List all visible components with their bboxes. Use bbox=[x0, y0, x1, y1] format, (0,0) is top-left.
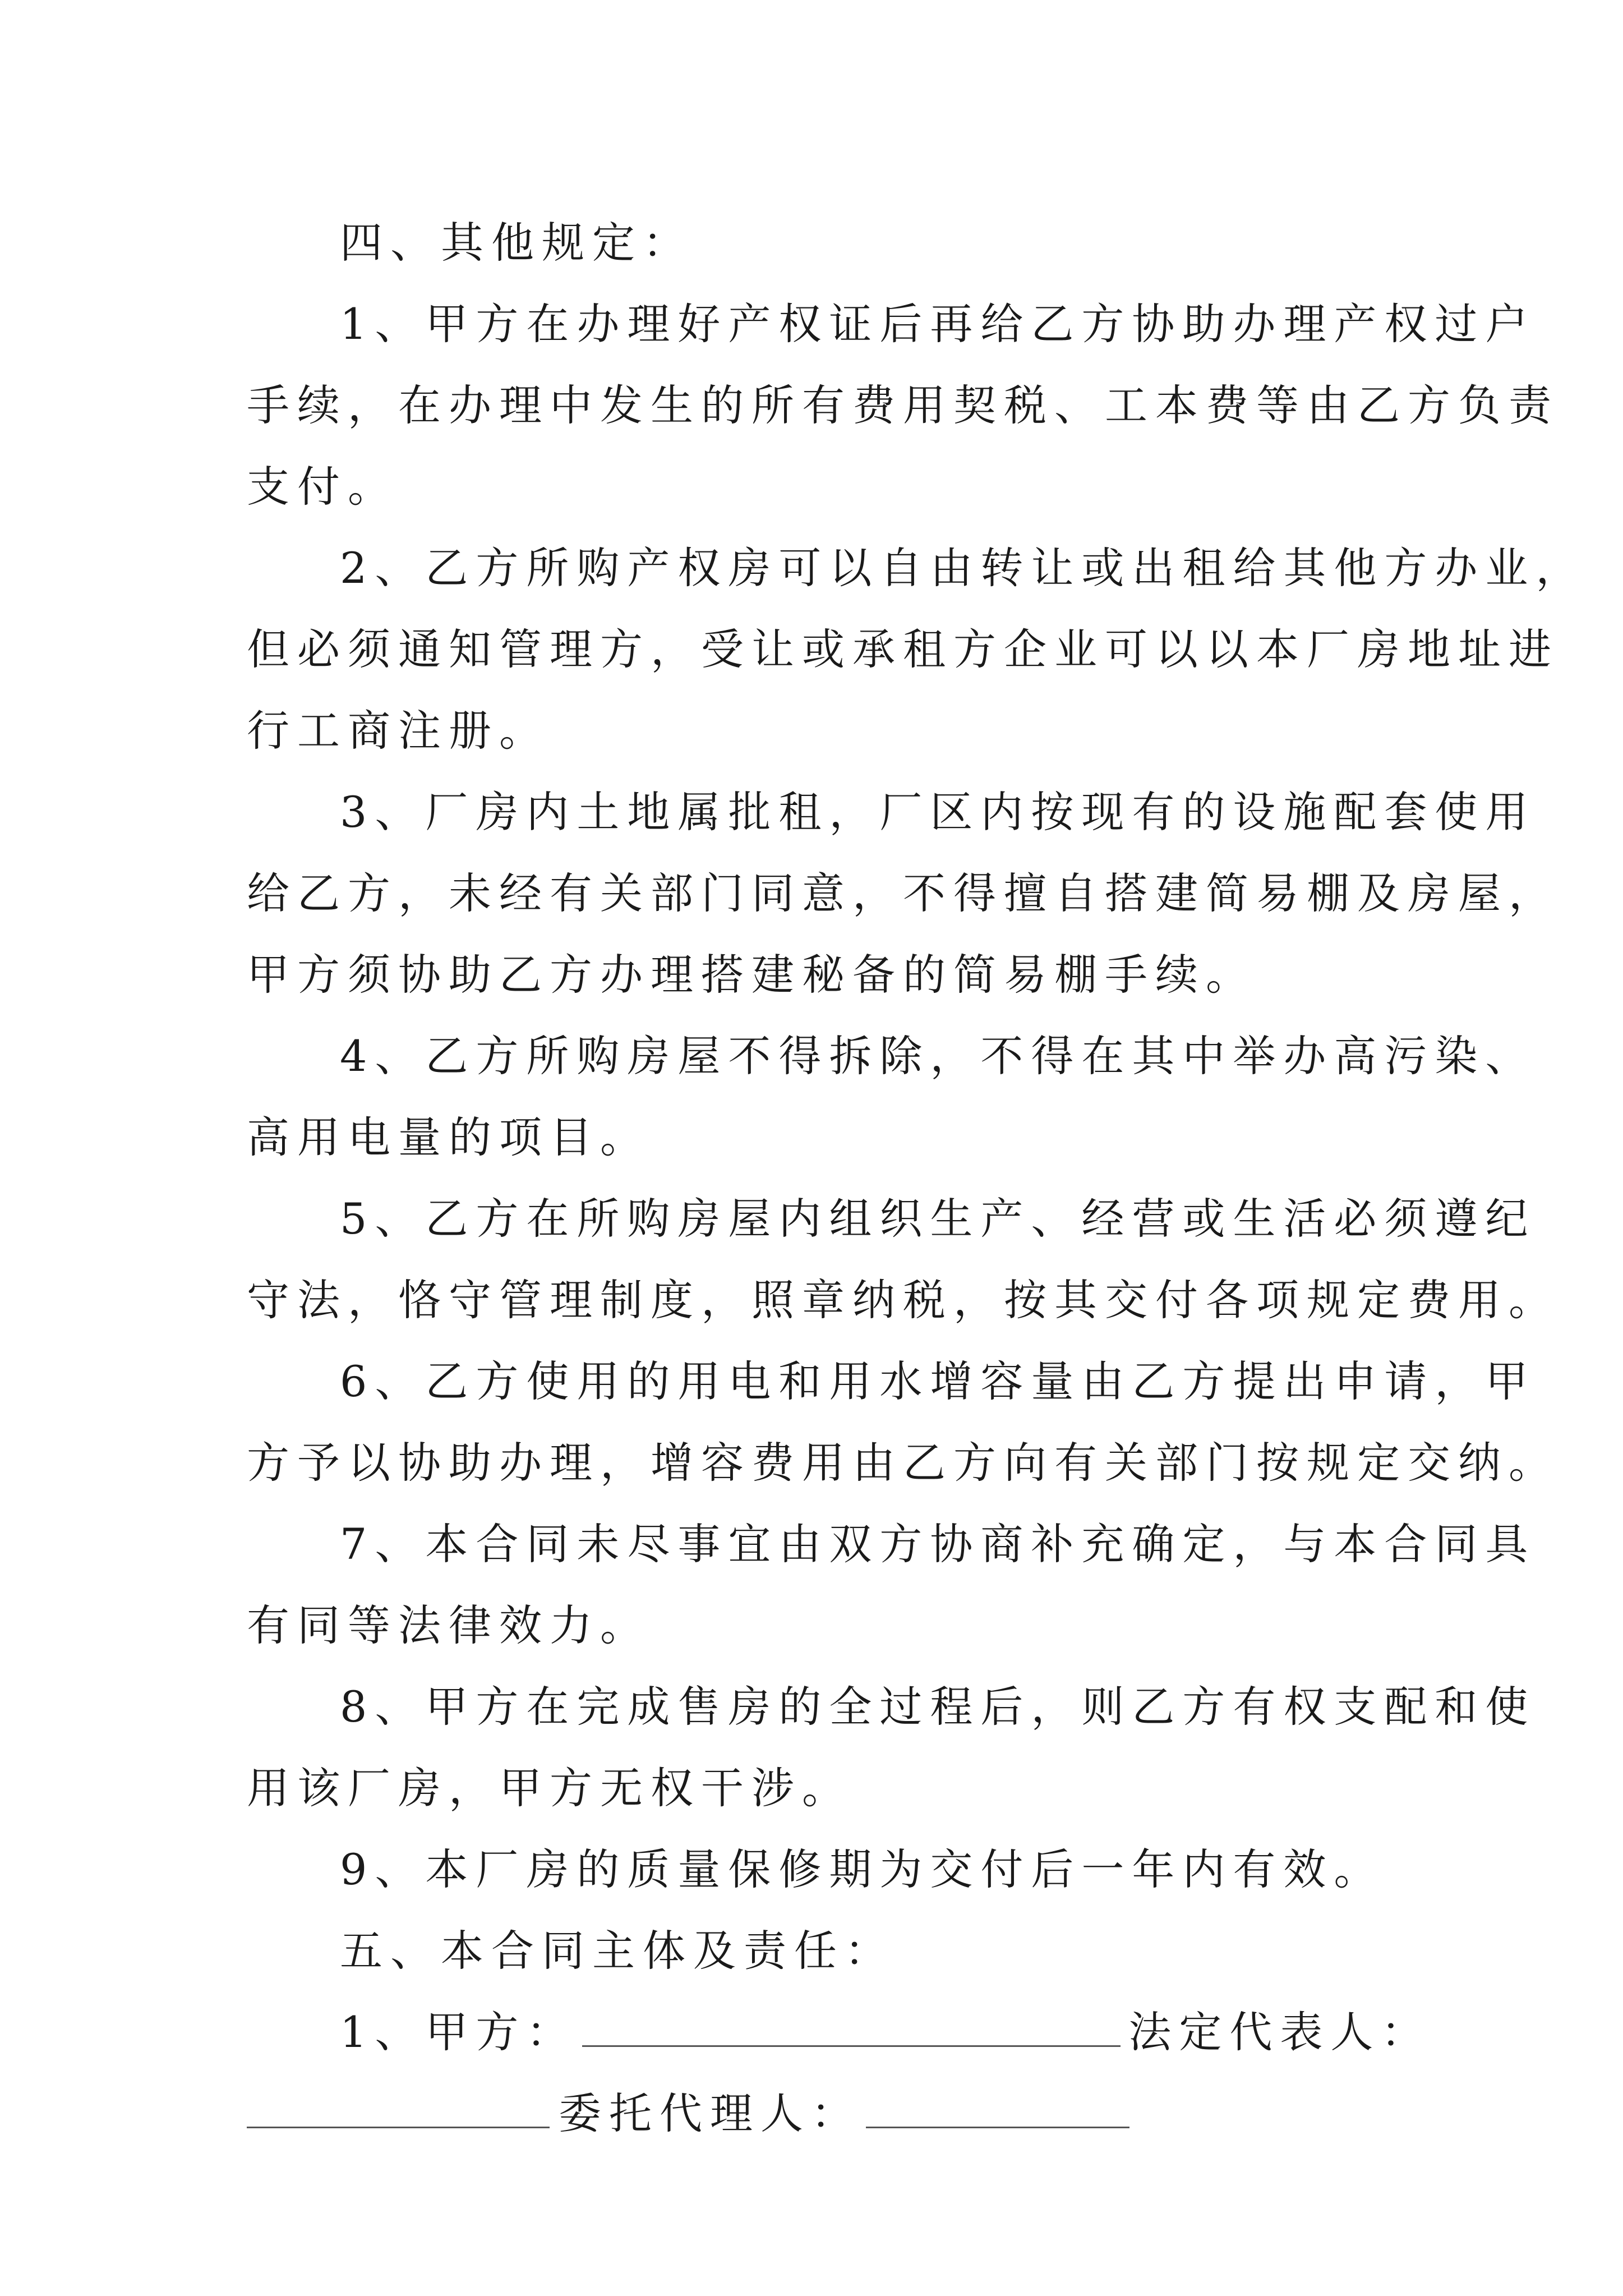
clause-3-line-1: 3、厂房内土地属批租，厂区内按现有的设施配套使用 bbox=[340, 787, 1536, 837]
legal-rep-label: 法定代表人： bbox=[1128, 2007, 1432, 2057]
agent-row bbox=[247, 2073, 1413, 2154]
clause-5-line-2: 守法，恪守管理制度，照章纳税，按其交付各项规定费用。 bbox=[247, 1275, 1559, 1325]
clause-4-line-1: 4、乙方所购房屋不得拆除，不得在其中举办高污染、 bbox=[340, 1031, 1536, 1081]
contract-page bbox=[247, 202, 1587, 2154]
clause-1-line-2: 手续，在办理中发生的所有费用契税、工本费等由乙方负责 bbox=[247, 380, 1559, 430]
party-a-name-blank[interactable] bbox=[582, 2010, 1121, 2047]
clause-1-line-1: 1、甲方在办理好产权证后再给乙方协助办理产权过户 bbox=[340, 299, 1536, 349]
clause-2-line-3: 行工商注册。 bbox=[247, 706, 550, 756]
clause-5-line-1: 5、乙方在所购房屋内组织生产、经营或生活必须遵纪 bbox=[340, 1194, 1536, 1244]
clause-8-line-2: 用该厂房，甲方无权干涉。 bbox=[247, 1763, 852, 1813]
clause-4-line-2: 高用电量的项目。 bbox=[247, 1112, 651, 1162]
party-a-label: 1、甲方： bbox=[340, 2007, 577, 2057]
legal-rep-name-blank[interactable] bbox=[247, 2092, 550, 2128]
section-4-heading: 四、其他规定： bbox=[340, 218, 693, 268]
clause-2-line-2: 但必须通知管理方，受让或承租方企业可以以本厂房地址进 bbox=[247, 624, 1559, 674]
clause-1-line-3: 支付。 bbox=[247, 462, 398, 512]
clause-7-line-2: 有同等法律效力。 bbox=[247, 1600, 651, 1650]
section-5-heading: 五、本合同主体及责任： bbox=[340, 1926, 895, 1976]
clause-9-line-1: 9、本厂房的质量保修期为交付后一年内有效。 bbox=[340, 1844, 1385, 1894]
clause-2-line-1: 2、乙方所购产权房可以自由转让或出租给其他方办业， bbox=[340, 543, 1587, 593]
party-a-row bbox=[247, 1991, 1432, 2073]
clause-6-line-2: 方予以协助办理，增容费用由乙方向有关部门按规定交纳。 bbox=[247, 1438, 1559, 1488]
clause-3-line-2: 给乙方，未经有关部门同意，不得擅自搭建简易棚及房屋， bbox=[247, 868, 1559, 918]
clause-8-line-1: 8、甲方在完成售房的全过程后，则乙方有权支配和使 bbox=[340, 1682, 1536, 1732]
agent-name-blank[interactable] bbox=[866, 2092, 1129, 2128]
clause-7-line-1: 7、本合同未尽事宜由双方协商补充确定，与本合同具 bbox=[340, 1519, 1536, 1569]
clause-3-line-3: 甲方须协助乙方办理搭建秘备的简易棚手续。 bbox=[247, 950, 1256, 1000]
clause-6-line-1: 6、乙方使用的用电和用水增容量由乙方提出申请，甲 bbox=[340, 1356, 1536, 1406]
agent-label: 委托代理人： bbox=[559, 2088, 861, 2138]
